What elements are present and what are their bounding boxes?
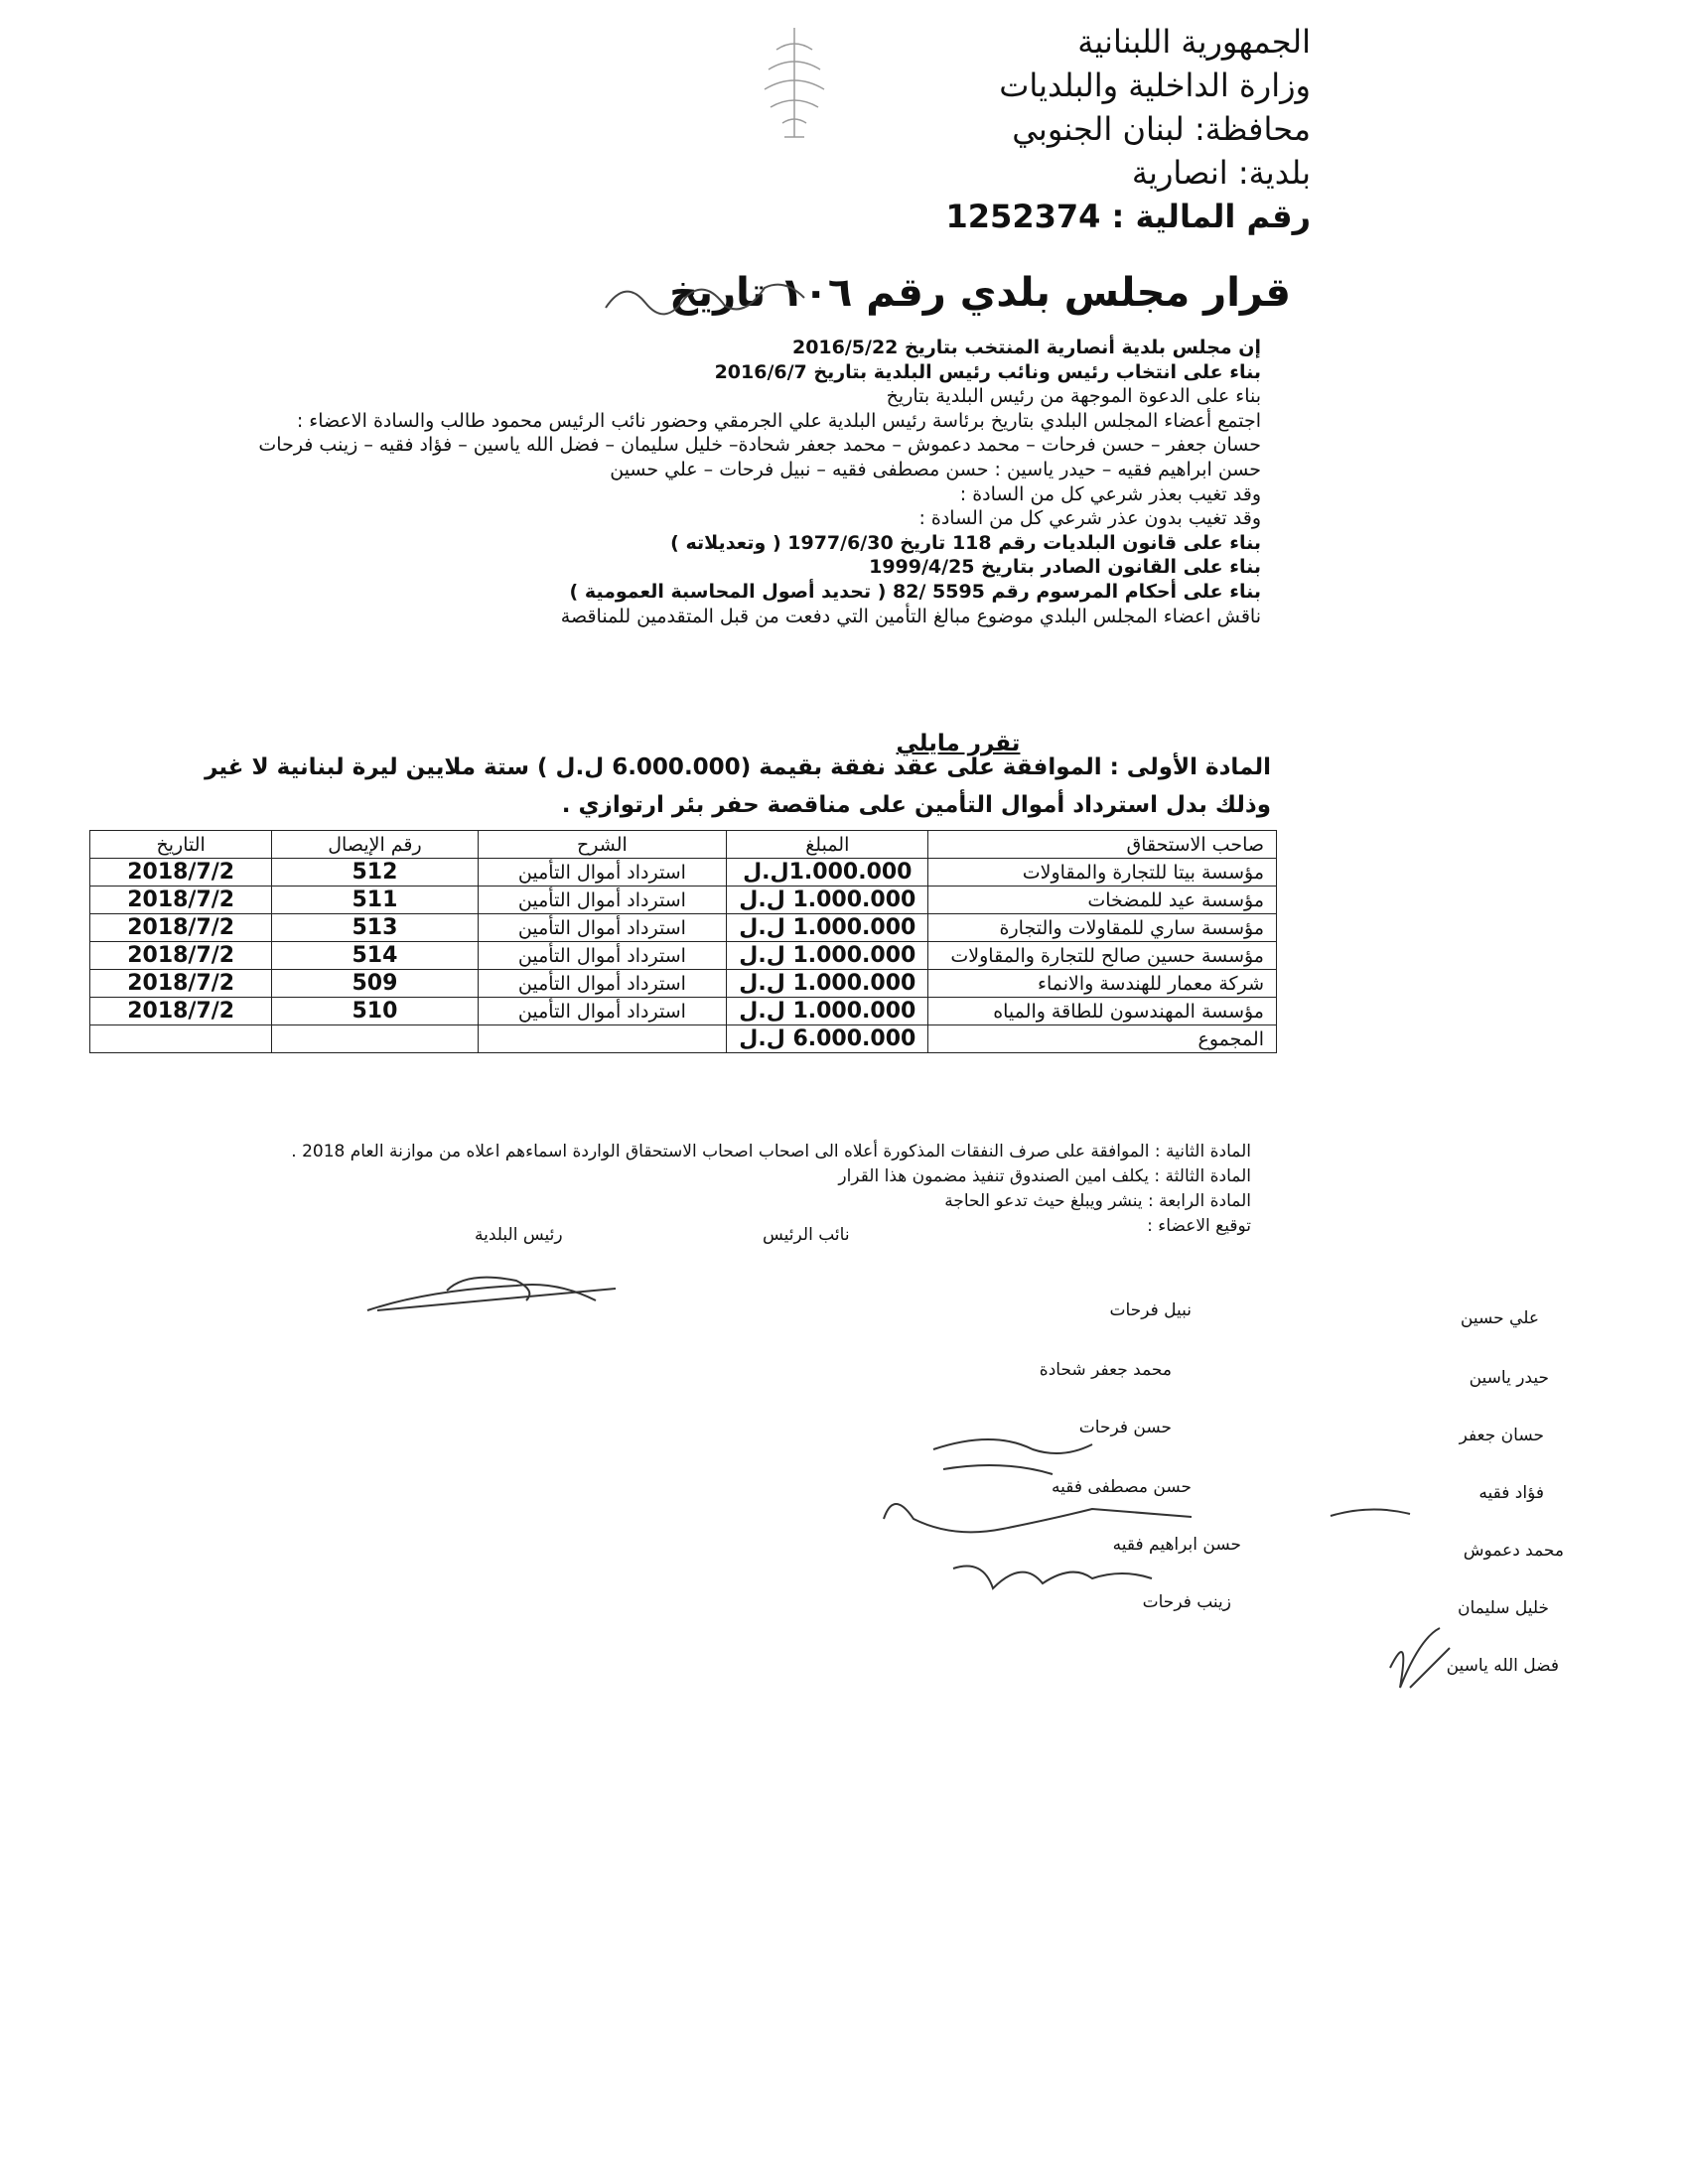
table-row: [90, 998, 1277, 1025]
cell-description: استرداد أموال التأمين: [478, 887, 727, 914]
member-name: نبيل فرحات: [1109, 1300, 1192, 1320]
table-body: [90, 859, 1277, 1053]
cell-description: استرداد أموال التأمين: [478, 998, 727, 1025]
cell-receipt: 512: [272, 859, 478, 887]
cell-date: 2018/7/2: [90, 887, 272, 914]
cell-payee: مؤسسة عيد للمضخات: [928, 887, 1277, 914]
ministry-name: وزارة الداخلية والبلديات: [999, 67, 1311, 104]
cell-receipt: 511: [272, 887, 478, 914]
table-row: [90, 942, 1277, 970]
cell-receipt: 514: [272, 942, 478, 970]
member-name: حسن فرحات: [1078, 1418, 1172, 1437]
governorate-name: محافظة: لبنان الجنوبي: [1012, 110, 1311, 148]
cell-description: استرداد أموال التأمين: [478, 970, 727, 998]
preamble-line: بناء على أحكام المرسوم رقم 5595 /82 ( تحديد أصول المحاسبة العمومية ): [569, 580, 1261, 603]
empty-cell: [478, 1025, 727, 1053]
member-name: علي حسين: [1460, 1308, 1539, 1328]
preamble: [149, 336, 1261, 628]
deputy-label: نائب الرئيس: [763, 1225, 850, 1245]
empty-cell: [272, 1025, 478, 1053]
cell-description: استرداد أموال التأمين: [478, 859, 727, 887]
cell-payee: شركة معمار للهندسة والانماء: [928, 970, 1277, 998]
article-one: المادة الأولى : الموافقة على عقد نفقة بقيمة (6.000.000 ل.ل ) ستة ملايين ليرة لبنانية لا غير وذلك بدل استرداد أموال التأمين على مناقصة حفر بئر ارتوازي .: [205, 754, 1271, 818]
table-row: [90, 914, 1277, 942]
cell-amount: 1.000.000 ل.ل: [727, 887, 928, 914]
total-row: [90, 1025, 1277, 1053]
cell-payee: مؤسسة حسين صالح للتجارة والمقاولات: [928, 942, 1277, 970]
total-amount: 6.000.000 ل.ل: [727, 1025, 928, 1053]
cell-date: 2018/7/2: [90, 970, 272, 998]
cell-payee: مؤسسة ساري للمقاولات والتجارة: [928, 914, 1277, 942]
mayor-label: رئيس البلدية: [475, 1225, 563, 1245]
decision-title: قرار مجلس بلدي رقم ١٠٦ تاريخ: [669, 270, 1291, 316]
preamble-line: ناقش اعضاء المجلس البلدي موضوع مبالغ التأمين التي دفعت من قبل المتقدمين للمناقصة: [560, 605, 1261, 627]
preamble-line: بناء على انتخاب رئيس ونائب رئيس البلدية بتاريخ 2016/6/7: [714, 360, 1261, 383]
cell-date: 2018/7/2: [90, 998, 272, 1025]
cell-amount: 1.000.000 ل.ل: [727, 970, 928, 998]
cell-date: 2018/7/2: [90, 859, 272, 887]
member-name: فؤاد فقيه: [1478, 1483, 1544, 1503]
cell-payee: مؤسسة المهندسون للطاقة والمياه: [928, 998, 1277, 1025]
preamble-line: إن مجلس بلدية أنصارية المنتخب بتاريخ 2016/5/22: [791, 337, 1261, 358]
member-name: حسن مصطفى فقيه: [1052, 1477, 1192, 1497]
letterhead: [616, 20, 1311, 238]
preamble-line: وقد تغيب بدون عذر شرعي كل من السادة :: [918, 507, 1261, 530]
cell-amount: 1.000.000 ل.ل: [727, 942, 928, 970]
member-name: محمد دعموش: [1463, 1541, 1564, 1561]
member-name: خليل سليمان: [1457, 1598, 1549, 1618]
cell-receipt: 510: [272, 998, 478, 1025]
resolution-heading: تقرر مايلي: [896, 731, 1021, 756]
cell-date: 2018/7/2: [90, 942, 272, 970]
cell-payee: مؤسسة بيتا للتجارة والمقاولات: [928, 859, 1277, 887]
cell-amount: 1.000.000ل.ل: [727, 859, 928, 887]
payees-table: [89, 830, 1277, 1053]
member-name: حيدر ياسين: [1469, 1368, 1549, 1388]
republic-name: الجمهورية اللبنانية: [1077, 23, 1311, 61]
preamble-line: وقد تغيب بعذر شرعي كل من السادة :: [959, 482, 1261, 505]
table-row: [90, 887, 1277, 914]
article-line: المادة الرابعة : ينشر ويبلغ حيث تدعو الحاجة: [944, 1191, 1251, 1211]
col-payee: صاحب الاستحقاق: [928, 831, 1277, 859]
col-description: الشرح: [478, 831, 727, 859]
table-row: [90, 970, 1277, 998]
member-name: حسان جعفر: [1459, 1426, 1544, 1445]
col-receipt: رقم الإيصال: [272, 831, 478, 859]
member-name: حسن ابراهيم فقيه: [1112, 1535, 1241, 1555]
articles: [159, 1140, 1251, 1239]
member-name: فضل الله ياسين: [1446, 1656, 1559, 1676]
preamble-line: حسن ابراهيم فقيه – حيدر ياسين : حسن مصطفى فقيه – نبيل فرحات – علي حسين: [610, 458, 1261, 480]
preamble-line: حسان جعفر – حسن فرحات – محمد دعموش – محمد جعفر شحادة– خليل سليمان – فضل الله ياسين – فؤاد فقيه – زينب فرحات: [258, 434, 1261, 457]
preamble-line: بناء على الدعوة الموجهة من رئيس البلدية بتاريخ: [886, 385, 1261, 408]
article-line: المادة الثانية : الموافقة على صرف النفقات المذكورة أعلاه الى اصحاب اصحاب الاستحقاق الواردة اسماءهم اعلاه من موازنة العام 2018 .: [291, 1142, 1251, 1161]
col-amount: المبلغ: [727, 831, 928, 859]
financial-number: رقم المالية : 1252374: [945, 198, 1311, 235]
total-label: المجموع: [928, 1025, 1277, 1053]
article-line: توقيع الاعضاء :: [1147, 1216, 1251, 1236]
cell-date: 2018/7/2: [90, 914, 272, 942]
municipality-name: بلدية: انصارية: [1131, 154, 1311, 192]
member-name: محمد جعفر شحادة: [1039, 1360, 1172, 1380]
cell-receipt: 513: [272, 914, 478, 942]
cell-amount: 1.000.000 ل.ل: [727, 914, 928, 942]
table-header-row: [90, 831, 1277, 859]
handwritten-date-mark: [596, 268, 814, 328]
preamble-line: اجتمع أعضاء المجلس البلدي بتاريخ برئاسة رئيس البلدية علي الجرمقي وحضور نائب الرئيس محمود طالب والسادة الاعضاء :: [296, 409, 1261, 432]
cell-amount: 1.000.000 ل.ل: [727, 998, 928, 1025]
table-row: [90, 859, 1277, 887]
cell-description: استرداد أموال التأمين: [478, 942, 727, 970]
cell-description: استرداد أموال التأمين: [478, 914, 727, 942]
preamble-line: بناء على القانون الصادر بتاريخ 1999/4/25: [869, 556, 1261, 579]
empty-cell: [90, 1025, 272, 1053]
col-date: التاريخ: [90, 831, 272, 859]
cell-receipt: 509: [272, 970, 478, 998]
preamble-line: بناء على قانون البلديات رقم 118 تاريخ 1977/6/30 ( وتعديلاته ): [670, 531, 1261, 554]
article-line: المادة الثالثة : يكلف امين الصندوق تنفيذ مضمون هذا القرار: [838, 1166, 1251, 1186]
member-name: زينب فرحات: [1142, 1592, 1231, 1612]
